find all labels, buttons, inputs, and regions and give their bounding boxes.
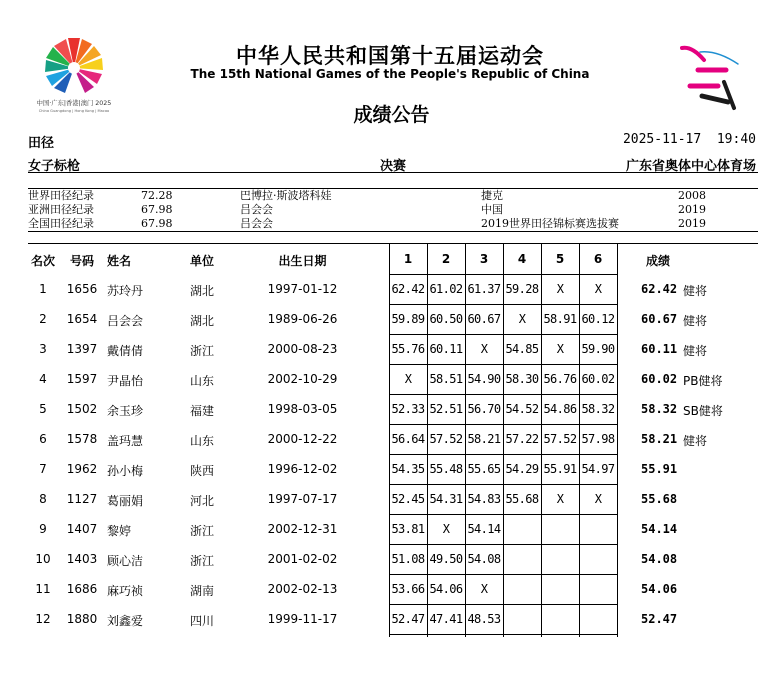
cell-rank: 12	[35, 612, 51, 626]
record-name: 全国田径纪录	[28, 217, 94, 230]
cell-team: 山东	[190, 434, 215, 448]
cell-team: 河北	[190, 494, 215, 508]
cell-bib: 1654	[66, 312, 98, 326]
cell-attempt: 54.06	[429, 582, 463, 596]
cell-attempt: X	[556, 492, 564, 506]
table-row	[0, 334, 783, 364]
cell-attempt: 61.02	[429, 282, 463, 296]
cell-attempt: X	[556, 342, 564, 356]
cell-attempt: 51.08	[391, 552, 425, 566]
cell-team: 湖南	[190, 584, 215, 598]
cell-note: 健将	[683, 314, 708, 328]
cell-team: 湖北	[190, 284, 215, 298]
cell-attempt: 52.47	[391, 612, 425, 626]
cell-name: 麻巧祯	[107, 584, 144, 598]
cell-attempt: 54.90	[467, 372, 501, 386]
table-row	[0, 514, 783, 544]
cell-attempt: 56.70	[467, 402, 501, 416]
cell-attempt: 54.29	[505, 462, 539, 476]
cell-name: 孙小梅	[107, 464, 144, 478]
cell-dob: 1999-11-17	[267, 612, 338, 626]
record-mark: 67.98	[141, 217, 173, 230]
cell-note: PB健将	[683, 374, 723, 388]
cell-attempt: 58.21	[467, 432, 501, 446]
event-name: 女子标枪	[28, 159, 81, 174]
col-header-rank: 名次	[30, 254, 55, 268]
cell-attempt: 54.52	[505, 402, 539, 416]
cell-attempt: 59.90	[581, 342, 615, 356]
venue-name: 广东省奥体中心体育场	[625, 159, 756, 174]
cell-attempt: 54.35	[391, 462, 425, 476]
cell-rank: 5	[39, 402, 47, 416]
cell-rank: 6	[39, 432, 47, 446]
cell-attempt: 58.30	[505, 372, 539, 386]
cell-bib: 1962	[66, 462, 98, 476]
cell-attempt: X	[442, 522, 450, 536]
cell-attempt: 48.53	[467, 612, 501, 626]
cell-attempt: 55.91	[543, 462, 577, 476]
cell-attempt: 55.65	[467, 462, 501, 476]
cell-dob: 1998-03-05	[267, 402, 338, 416]
cell-attempt: 54.86	[543, 402, 577, 416]
cell-attempt: X	[480, 342, 488, 356]
logo-caption-cn: 中国·广东|香港|澳门 2025	[36, 100, 112, 107]
record-year: 2008	[678, 189, 706, 202]
record-place: 中国	[481, 203, 503, 216]
sport-label: 田径	[28, 136, 55, 151]
cell-attempt: 54.08	[467, 552, 501, 566]
cell-attempt: 60.12	[581, 312, 615, 326]
cell-result: 58.32	[641, 402, 678, 416]
table-row	[0, 544, 783, 574]
col-header-attempt: 3	[479, 252, 489, 266]
cell-result: 58.21	[641, 432, 678, 446]
col-header-name: 姓名	[107, 254, 132, 268]
cell-name: 黎婷	[107, 524, 132, 538]
cell-team: 浙江	[190, 554, 215, 568]
cell-rank: 3	[39, 342, 47, 356]
record-mark: 72.28	[141, 189, 173, 202]
cell-bib: 1502	[66, 402, 98, 416]
cell-attempt: 53.66	[391, 582, 425, 596]
col-header-bib: 号码	[69, 254, 94, 268]
cell-attempt: 47.41	[429, 612, 463, 626]
cell-note: 健将	[683, 284, 708, 298]
cell-attempt: 52.33	[391, 402, 425, 416]
table-row	[0, 304, 783, 334]
cell-attempt: 57.98	[581, 432, 615, 446]
cell-dob: 2000-08-23	[267, 342, 338, 356]
cell-attempt: X	[556, 282, 564, 296]
cell-result: 60.67	[641, 312, 678, 326]
cell-rank: 1	[39, 282, 47, 296]
cell-dob: 2000-12-22	[267, 432, 338, 446]
cell-bib: 1578	[66, 432, 98, 446]
event-stage: 决赛	[380, 159, 407, 174]
col-header-attempt: 2	[441, 252, 451, 266]
cell-team: 福建	[190, 404, 215, 418]
cell-bib: 1397	[66, 342, 98, 356]
cell-attempt: 58.91	[543, 312, 577, 326]
cell-attempt: 62.42	[391, 282, 425, 296]
cell-rank: 4	[39, 372, 47, 386]
cell-name: 顾心洁	[107, 554, 144, 568]
cell-bib: 1686	[66, 582, 98, 596]
document-title: 成绩公告	[353, 104, 430, 126]
col-header-attempt: 4	[517, 252, 527, 266]
col-header-attempt: 6	[593, 252, 603, 266]
cell-name: 戴倩倩	[107, 344, 144, 358]
cell-attempt: X	[594, 282, 602, 296]
cell-attempt: 54.97	[581, 462, 615, 476]
col-header-dob: 出生日期	[278, 254, 327, 268]
cell-result: 54.14	[641, 522, 678, 536]
cell-attempt: 54.85	[505, 342, 539, 356]
cell-dob: 1989-06-26	[267, 312, 338, 326]
report-datetime: 2025-11-17 19:40	[622, 132, 756, 147]
games-title-en: The 15th National Games of the People's Republic of China	[190, 67, 590, 81]
cell-attempt: 54.31	[429, 492, 463, 506]
record-holder: 吕会会	[240, 203, 273, 216]
cell-dob: 1996-12-02	[267, 462, 338, 476]
record-year: 2019	[678, 217, 706, 230]
record-year: 2019	[678, 203, 706, 216]
cell-attempt: 54.83	[467, 492, 501, 506]
logo-caption-en: China Guangdong | Hong Kong | Macao	[38, 109, 110, 113]
table-row	[0, 574, 783, 604]
col-header-attempt: 5	[555, 252, 565, 266]
cell-rank: 9	[39, 522, 47, 536]
cell-attempt: 59.89	[391, 312, 425, 326]
cell-result: 54.06	[641, 582, 678, 596]
col-header-attempt: 1	[403, 252, 413, 266]
cell-bib: 1407	[66, 522, 98, 536]
cell-attempt: 58.51	[429, 372, 463, 386]
cell-attempt: 60.67	[467, 312, 501, 326]
cell-rank: 7	[39, 462, 47, 476]
cell-rank: 2	[39, 312, 47, 326]
cell-dob: 1997-01-12	[267, 282, 338, 296]
cell-rank: 10	[35, 552, 51, 566]
cell-name: 吕会会	[107, 314, 144, 328]
table-row	[0, 604, 783, 634]
cell-name: 尹晶怡	[107, 374, 144, 388]
cell-name: 苏玲丹	[107, 284, 144, 298]
cell-attempt: 56.76	[543, 372, 577, 386]
cell-team: 浙江	[190, 344, 215, 358]
cell-bib: 1403	[66, 552, 98, 566]
cell-result: 54.08	[641, 552, 678, 566]
cell-attempt: 58.32	[581, 402, 615, 416]
cell-attempt: 59.28	[505, 282, 539, 296]
cell-name: 盖玛慧	[107, 434, 144, 448]
cell-attempt: 52.51	[429, 402, 463, 416]
cell-rank: 8	[39, 492, 47, 506]
record-holder: 吕会会	[240, 217, 273, 230]
table-row	[0, 454, 783, 484]
cell-attempt: 55.48	[429, 462, 463, 476]
cell-attempt: X	[594, 492, 602, 506]
cell-result: 52.47	[641, 612, 678, 626]
cell-dob: 2002-10-29	[267, 372, 338, 386]
table-row	[0, 484, 783, 514]
cell-team: 湖北	[190, 314, 215, 328]
cell-attempt: 53.81	[391, 522, 425, 536]
cell-team: 山东	[190, 374, 215, 388]
col-header-team: 单位	[190, 254, 215, 268]
cell-name: 刘鑫爱	[107, 614, 144, 628]
cell-attempt: X	[480, 582, 488, 596]
cell-result: 60.11	[641, 342, 678, 356]
record-name: 世界田径纪录	[28, 189, 94, 202]
table-row	[0, 394, 783, 424]
cell-attempt: 57.52	[429, 432, 463, 446]
cell-bib: 1656	[66, 282, 98, 296]
cell-attempt: 52.45	[391, 492, 425, 506]
cell-attempt: 60.02	[581, 372, 615, 386]
cell-dob: 1997-07-17	[267, 492, 338, 506]
record-mark: 67.98	[141, 203, 173, 216]
cell-rank: 11	[35, 582, 51, 596]
cell-attempt: 57.22	[505, 432, 539, 446]
cell-attempt: 60.50	[429, 312, 463, 326]
cell-attempt: X	[404, 372, 412, 386]
cell-team: 浙江	[190, 524, 215, 538]
cell-note: 健将	[683, 344, 708, 358]
cell-attempt: 49.50	[429, 552, 463, 566]
cell-bib: 1880	[66, 612, 98, 626]
cell-attempt: 55.68	[505, 492, 539, 506]
cell-attempt: 56.64	[391, 432, 425, 446]
cell-attempt: 60.11	[429, 342, 463, 356]
cell-dob: 2001-02-02	[267, 552, 338, 566]
table-row	[0, 424, 783, 454]
cell-dob: 2002-12-31	[267, 522, 338, 536]
record-place: 2019世界田径锦标赛选拔赛	[481, 217, 619, 230]
record-place: 捷克	[481, 189, 503, 202]
cell-result: 62.42	[641, 282, 678, 296]
record-name: 亚洲田径纪录	[28, 203, 94, 216]
cell-result: 55.68	[641, 492, 678, 506]
games-title-cn: 中华人民共和国第十五届运动会	[236, 44, 544, 68]
cell-attempt: 57.52	[543, 432, 577, 446]
cell-attempt: 54.14	[467, 522, 501, 536]
col-header-result: 成绩	[646, 254, 671, 268]
table-row	[0, 274, 783, 304]
cell-name: 葛丽娟	[107, 494, 144, 508]
cell-dob: 2002-02-13	[267, 582, 338, 596]
cell-team: 四川	[190, 614, 215, 628]
cell-attempt: 55.76	[391, 342, 425, 356]
cell-note: 健将	[683, 434, 708, 448]
cell-name: 余玉珍	[107, 404, 144, 418]
cell-result: 60.02	[641, 372, 678, 386]
cell-team: 陕西	[190, 464, 215, 478]
cell-bib: 1597	[66, 372, 98, 386]
table-row	[0, 364, 783, 394]
cell-attempt: 61.37	[467, 282, 501, 296]
record-holder: 巴博拉·斯波塔科娃	[240, 189, 332, 202]
cell-note: SB健将	[683, 404, 723, 418]
cell-bib: 1127	[66, 492, 98, 506]
cell-result: 55.91	[641, 462, 678, 476]
cell-attempt: X	[518, 312, 526, 326]
